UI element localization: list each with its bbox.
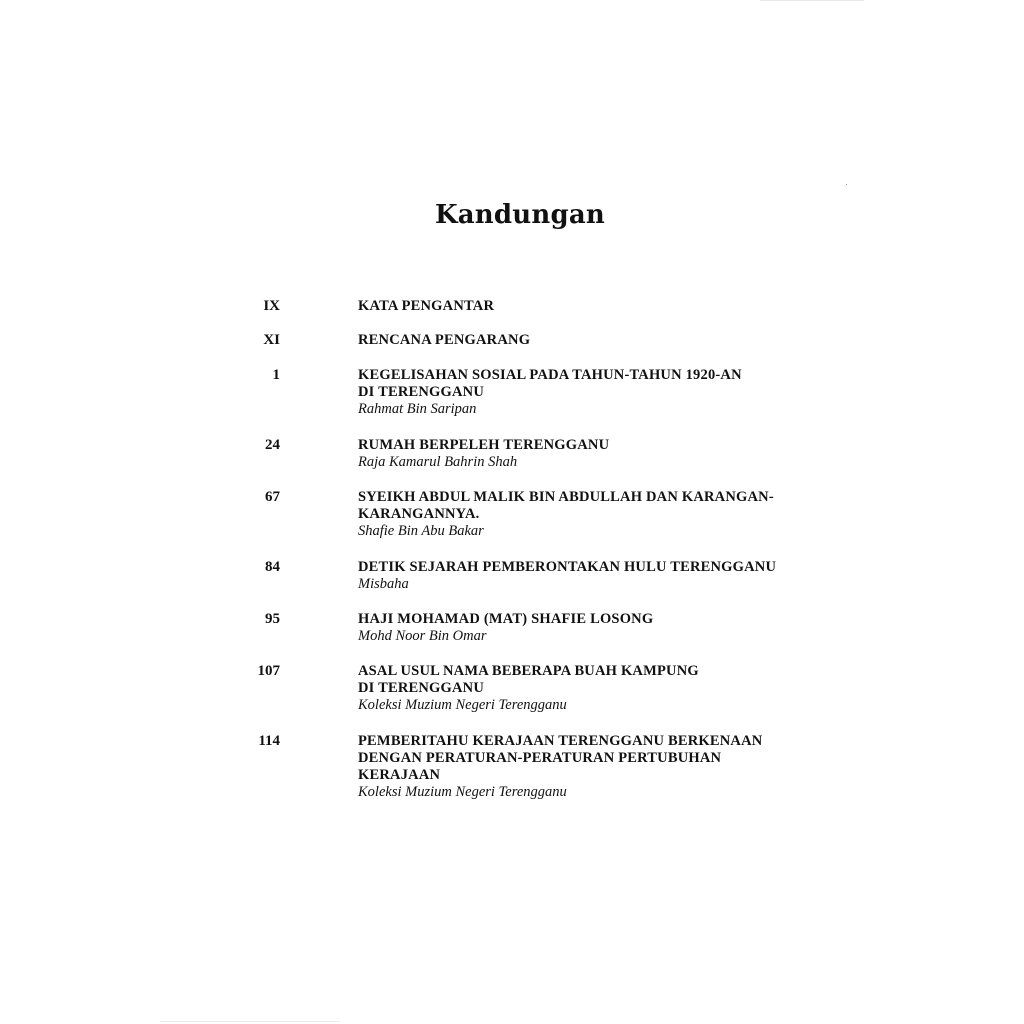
toc-page-number: 114 (258, 733, 280, 749)
toc-page-number: XI (263, 332, 280, 348)
toc-entry-author: Misbaha (358, 576, 409, 592)
toc-entry-title: HAJI MOHAMAD (MAT) SHAFIE LOSONG (358, 611, 654, 627)
scan-speck (846, 184, 847, 185)
scan-edge-mark (160, 1021, 340, 1022)
toc-entry-title: KATA PENGANTAR (358, 298, 495, 314)
toc-entry-author: Shafie Bin Abu Bakar (358, 523, 484, 539)
toc-entry-title: KEGELISAHAN SOSIAL PADA TAHUN-TAHUN 1920-AN DI TERENGGANU (358, 367, 742, 400)
toc-page-number: 67 (265, 489, 280, 505)
toc-entry-text (358, 298, 798, 315)
toc-entry-title: ASAL USUL NAMA BEBERAPA BUAH KAMPUNG DI TERENGGANU (358, 663, 699, 696)
toc-entry-text (358, 663, 798, 714)
toc-entry-text (358, 611, 798, 645)
toc-page-number: IX (263, 298, 280, 314)
scan-edge-mark (760, 0, 864, 1)
toc-entry-author: Koleksi Muzium Negeri Terengganu (358, 784, 567, 800)
toc-page-number: 84 (265, 559, 280, 575)
toc-entry-text (358, 559, 798, 593)
toc-entry-text (358, 367, 798, 418)
toc-entry-text (358, 437, 798, 471)
page-title: Kandungan (434, 200, 606, 230)
toc-entry-title: DETIK SEJARAH PEMBERONTAKAN HULU TERENGGANU (358, 559, 777, 575)
toc-entry-text (358, 489, 798, 540)
toc-entry-author: Koleksi Muzium Negeri Terengganu (358, 697, 567, 713)
toc-entry-text (358, 733, 798, 801)
toc-entry-author: Rahmat Bin Saripan (358, 401, 477, 417)
toc-entry-author: Raja Kamarul Bahrin Shah (358, 454, 518, 470)
toc-entry-title: RUMAH BERPELEH TERENGGANU (358, 437, 610, 453)
toc-entry-title: PEMBERITAHU KERAJAAN TERENGGANU BERKENAAN DENGAN PERATURAN-PERATURAN PERTUBUHAN KERAJAAN (358, 733, 763, 783)
toc-entry-title: RENCANA PENGARANG (358, 332, 531, 348)
toc-page-number: 95 (265, 611, 280, 627)
toc-entry-text (358, 332, 798, 349)
toc-page-number: 1 (272, 367, 280, 383)
toc-entry-author: Mohd Noor Bin Omar (358, 628, 487, 644)
toc-page-number: 107 (257, 663, 280, 679)
toc-entry-title: SYEIKH ABDUL MALIK BIN ABDULLAH DAN KARANGAN- KARANGANNYA. (358, 489, 774, 522)
toc-page-number: 24 (265, 437, 280, 453)
